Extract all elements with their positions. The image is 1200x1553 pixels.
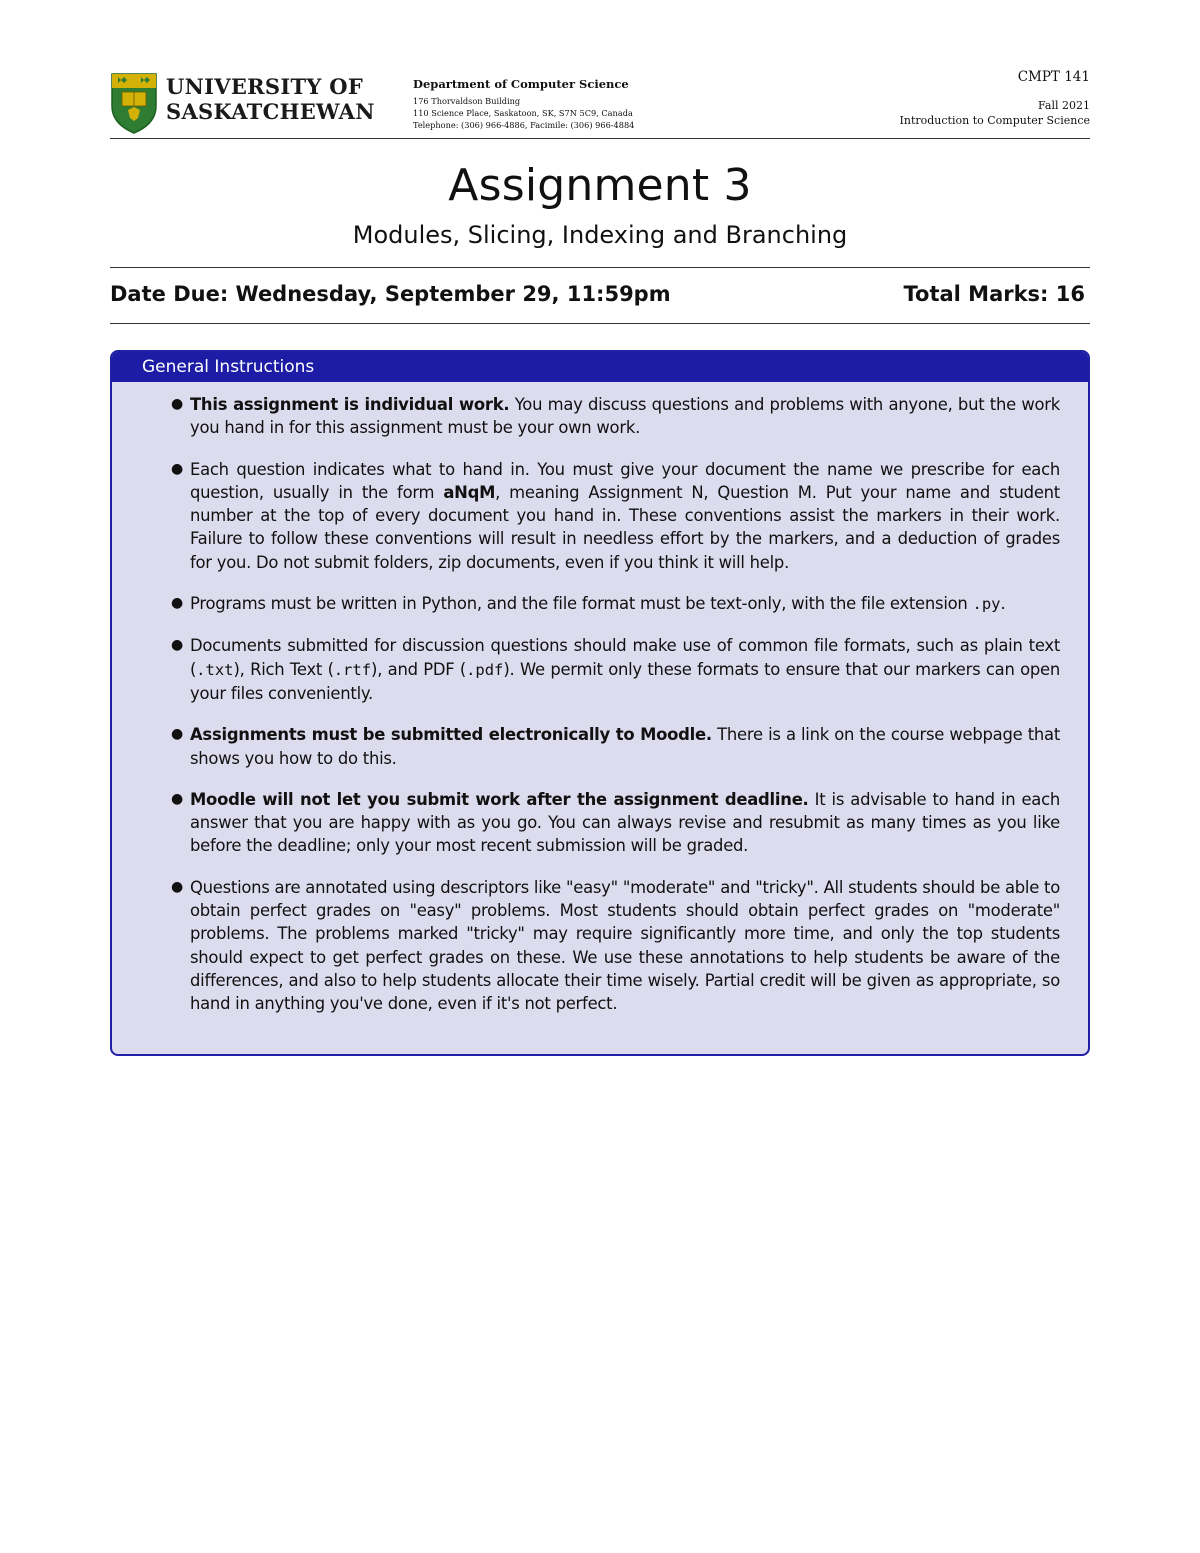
instruction-text: ), and PDF ( — [371, 659, 467, 679]
instruction-text: Each question indicates what to hand in. You must give your document the name we prescribe for each question, usually in the form — [190, 459, 1060, 502]
header-divider — [110, 138, 1090, 139]
instruction-text: There is a link on the course webpage that shows you how to do this. — [190, 725, 1060, 768]
txt-extension-code: .txt — [196, 660, 234, 679]
bullet-icon: ● — [171, 790, 183, 807]
title-divider-bottom — [110, 323, 1090, 324]
instruction-text: ), Rich Text ( — [233, 659, 334, 679]
instruction-bold: This assignment is individual work. — [190, 395, 510, 414]
department-title: Department of Computer Science — [413, 77, 629, 91]
due-row — [110, 278, 1085, 310]
instruction-item-moodle-submission — [171, 723, 1060, 770]
bullet-icon: ● — [171, 878, 183, 895]
course-info — [900, 68, 1090, 128]
instruction-item-file-naming — [171, 458, 1060, 574]
instruction-text: Questions are annotated using descriptors like "easy" "moderate" and "tricky". All students should be able to obtain perfect grades on "easy" problems. Most students should obtain perfect grades on "moderate" problems. The problems marked "tricky" may require significantly more time, and only the top students should expect to get perfect grades on these. We use these annotations to help students be aware of the differences, and also to help students allocate their time wisely. Partial credit will be given as appropriate, so hand in anything you've done, even if it's not perfect. — [190, 877, 1060, 1014]
department-address2: 110 Science Place, Saskatoon, SK, S7N 5C9, Canada — [413, 108, 633, 118]
university-name-line1: UNIVERSITY OF — [166, 74, 364, 99]
university-name — [166, 74, 375, 124]
instruction-item-document-formats — [171, 634, 1060, 705]
course-term: Fall 2021 — [1038, 99, 1090, 112]
file-extension-code: .py — [972, 595, 1001, 614]
general-instructions-heading: General Instructions — [112, 352, 1088, 382]
assignment-subtitle: Modules, Slicing, Indexing and Branching — [352, 221, 848, 249]
bullet-icon: ● — [171, 396, 183, 412]
university-crest-icon — [110, 72, 158, 134]
instruction-bold: Assignments must be submitted electronically to Moodle. — [190, 725, 712, 745]
instruction-bold: Moodle will not let you submit work after the assignment deadline. — [190, 789, 809, 809]
instruction-text: Programs must be written in Python, and the file format must be text-only, with the file extension — [190, 594, 973, 614]
instruction-item-difficulty — [171, 876, 1060, 1016]
page-header — [110, 66, 1090, 138]
instructions-list — [112, 382, 1088, 1016]
total-marks: Total Marks: 16 — [903, 282, 1085, 306]
instruction-bold: aNqM — [443, 482, 496, 502]
instruction-text: Documents submitted for discussion questions should make use of common file formats, such as plain text ( — [190, 636, 1060, 679]
instruction-text: , meaning Assignment N, Question M. Put your name and student number at the top of every document you hand in. These conventions assist the markers in their work. Failure to follow these conventions will result in needless effort by the markers, and a deduction of grades for you. Do not submit folders, zip documents, even if you think it will help. — [190, 482, 1060, 572]
bullet-icon: ● — [171, 595, 183, 612]
instruction-item-individual-work — [171, 393, 1060, 440]
department-phone: Telephone: (306) 966-4886, Facimile: (306) 966-4884 — [413, 120, 635, 130]
department-address1: 176 Thorvaldson Building — [413, 96, 521, 106]
bullet-icon: ● — [171, 726, 183, 743]
instruction-text: You may discuss questions and problems with anyone, but the work you hand in for this assignment must be your own work. — [190, 395, 1060, 438]
pdf-extension-code: .pdf — [466, 660, 504, 679]
department-info — [413, 76, 634, 131]
instruction-item-deadline — [171, 788, 1060, 858]
instruction-text: . — [1000, 594, 1006, 614]
bullet-icon: ● — [171, 460, 183, 477]
university-name-line2: SASKATCHEWAN — [166, 99, 375, 124]
instruction-text: ). We permit only these formats to ensure that our markers can open your files conveniently. — [190, 659, 1060, 703]
instruction-item-python-format — [171, 592, 1060, 616]
assignment-title: Assignment 3 — [448, 160, 752, 211]
instruction-text: It is advisable to hand in each answer that you are happy with as you go. You can always revise and resubmit as many times as you like before the deadline; only your most recent submission will be graded. — [190, 789, 1060, 856]
rtf-extension-code: .rtf — [333, 660, 372, 679]
general-instructions-box — [110, 350, 1090, 1056]
title-divider-top — [110, 267, 1090, 268]
course-code: CMPT 141 — [1017, 69, 1090, 85]
bullet-icon: ● — [171, 637, 183, 654]
course-name: Introduction to Computer Science — [899, 114, 1090, 127]
due-date: Date Due: Wednesday, September 29, 11:59pm — [110, 282, 671, 306]
